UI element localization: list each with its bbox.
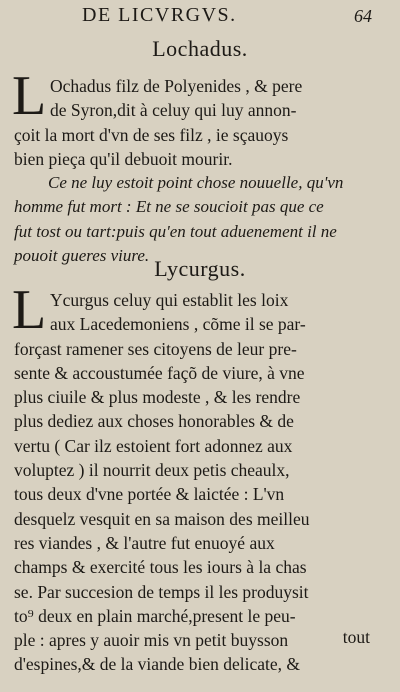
page-number: 64 (354, 6, 372, 26)
text-line: fut tost ou tart:puis qu'en tout aduenement il ne (14, 221, 337, 241)
drop-cap: L (12, 279, 47, 341)
text-line: forçast ramener ses citoyens de leur pre- (14, 338, 297, 359)
section-heading-lycurgus: Lycurgus. (154, 256, 246, 281)
text-line: to⁹ deux en plain marché,present le peu- (14, 605, 296, 626)
catchword: tout (342, 627, 370, 647)
text-line: d'espines,& de la viande bien delicate, & (14, 654, 300, 675)
text-line: pouoit gueres viure. (14, 245, 150, 265)
text-line: sente & accoustumée façõ de viure, à vne (14, 362, 305, 383)
text-line: ple : apres y auoir mis vn petit buysson (14, 630, 289, 651)
text-line: de Syron,dit à celuy qui luy annon- (50, 100, 297, 121)
text-line: se. Par succesion de temps il les produysit (14, 581, 309, 602)
text-line: aux Lacedemoniens , cõme il se par- (50, 314, 306, 335)
text-line: plus dediez aux choses honorables & de (14, 411, 294, 432)
paragraph-lycurgus (12, 279, 368, 677)
italic-commentary (14, 171, 368, 268)
text-line: bien pieça qu'il debuoit mourir. (14, 148, 233, 169)
text-line: voluptez ) il nourrit deux petis cheaulx, (14, 460, 290, 481)
text-line: vertu ( Car ilz estoient fort adonnez aux (14, 435, 293, 456)
text-line: çoit la mort d'vn de ses filz , ie sçauoys (14, 124, 289, 145)
section-heading-lochadus: Lochadus. (152, 36, 248, 61)
text-line: Ce ne luy estoit point chose nouuelle, qu'vn (48, 173, 344, 192)
text-line: Ycurgus celuy qui establit les loix (50, 290, 289, 310)
text-line: Ochadus filz de Polyenides , & pere (50, 76, 303, 96)
text-line: homme fut mort : Et ne se soucioit pas que ce (14, 197, 324, 217)
drop-cap: L (12, 65, 47, 127)
running-head (0, 4, 400, 32)
running-title: DE LICVRGVS. (82, 4, 237, 26)
text-line: tous deux d'vne portée & laictée : L'vn (14, 484, 285, 505)
text-line: champs & exercité tous les iours à la chas (14, 557, 307, 578)
paragraph-lochadus (12, 65, 368, 171)
text-line: res viandes , & l'autre fut enuoyé aux (14, 532, 275, 553)
text-line: desquelz vesquit en sa maison des meilleu (14, 508, 310, 529)
text-line: plus ciuile & plus modeste , & les rendre (14, 387, 301, 408)
